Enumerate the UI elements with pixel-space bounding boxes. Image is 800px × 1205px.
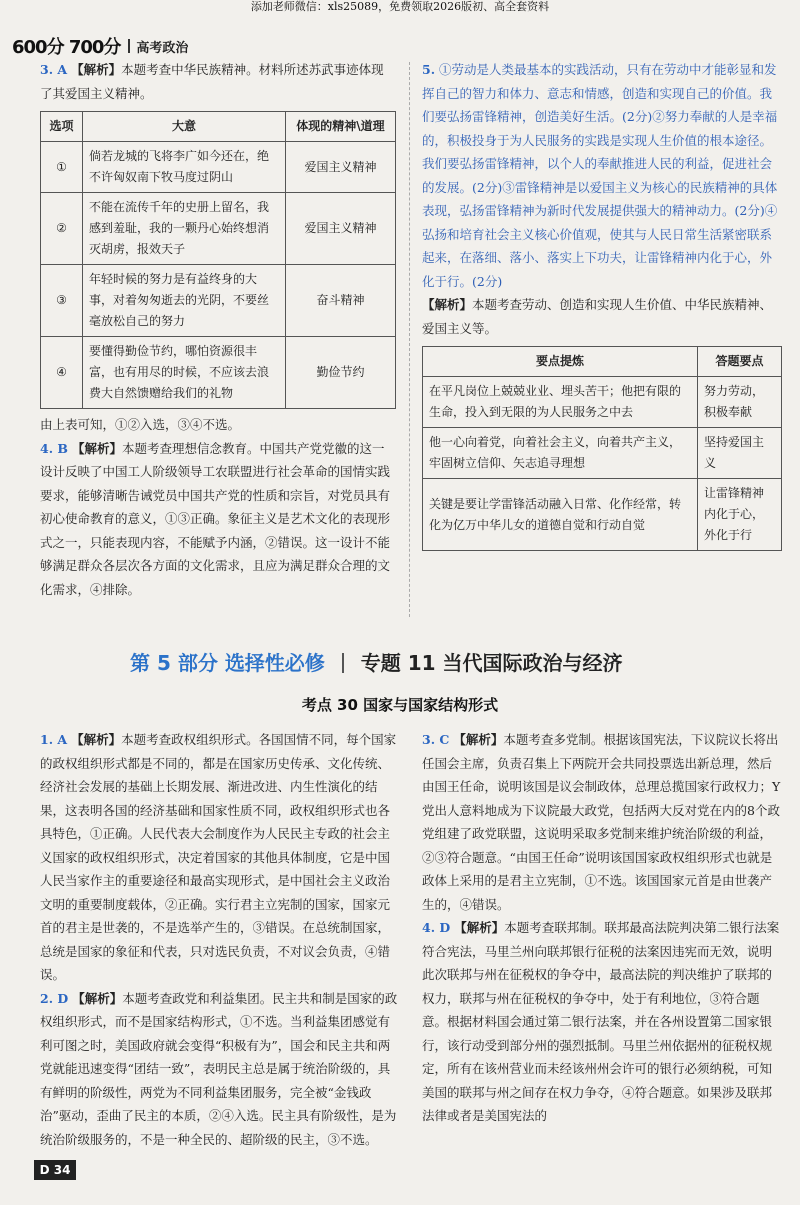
topic-title: 当代国际政治与经济 — [442, 651, 623, 675]
b3-text: 本题考查多党制。根据该国宪法，下议院议长将出任国会主席，负责召集上下两院开会共同投票选出新总理，然后由国王任命，说明该国是议会制政体，总理总揽国家行政权力；Y党出人意料地成为下议院最大政党，包括两大反对党在内的8个政党组建了政党联盟，这说明采取多党制来维护统治阶级的利益，②③符合题意。“由国王任命”说明该国国家政权组织形式也就是政体上采用的是君主立宪制，①不选。该国国家元首是由世袭产生的，④错误。 — [422, 732, 781, 912]
q5-answer: ①劳动是人类最基本的实践活动，只有在劳动中才能彰显和发挥自己的智力和体力、意志和情感，创造和实现自己的价值。我们要弘扬雷锋精神，创造美好生活。(2分)②努力奉献的人是幸福的，积极投身于为人民服务的实践是实现人生价值的根本途径。我们要弘扬雷锋精神，以个人的奉献推进人民的利益，促进社会的发展。(2分)③雷锋精神是以爱国主义为核心的民族精神的具体表现，弘扬雷锋精神为新时代发展提供强大的精神动力。(2分)④弘扬和培育社会主义核心价值观，使其与人民日常生活紧密联系起来，在落细、落小、落实上下功夫，让雷锋精神内化于心，外化于行。(2分) — [422, 62, 778, 289]
b3-block — [422, 728, 782, 916]
b1-number: 1. A — [40, 732, 68, 747]
table-header: 要点提炼 — [423, 347, 698, 377]
table-cell: 年轻时候的努力是有益终身的大事，对着匆匆逝去的光阴，不要丝毫放松自己的努力 — [83, 265, 286, 337]
b2-text: 本题考查政党和利益集团。民主共和制是国家的政权组织形式，而不是国家结构形式，①不选。当利益集团感觉有利可图之时，美国政府就会变得“积极有为”，国会和民主共和两党就能迅速变得“团结一致”，表明民主总是属于统治阶级的，具有鲜明的阶级性，两党为不同利益集团服务，完全被“金钱政治”驱动，歪曲了民主的本质，②④入选。民主具有阶级性，是为统治阶级服务的，不是一种全民的、超阶级的民主，③不选。 — [40, 990, 398, 1147]
table-row — [41, 193, 396, 265]
table-row — [423, 428, 782, 479]
table-row — [41, 337, 396, 409]
kaodian-title: 国家与国家结构形式 — [363, 696, 499, 714]
table-row — [41, 265, 396, 337]
b1-text: 本题考查政权组织形式。各国国情不同，每个国家的政权组织形式都是不同的，都是在国家历史传承、文化传统、经济社会发展的基础上长期发展、渐进改进、内生性演化的结果，这表明各国的经济基础和国家性质不同，政权组织形式也各具特色，①正确。人民代表大会制度作为人民民主专政的社会主义国家的政权组织形式，决定着国家的其他具体制度，它是中国人民当家作主的重要途径和最高实现形式，是中国社会主义政治文明的重要制度载体，②正确。实行君主立宪制的国家，国家元首的君主是世袭的，不是选举产生的，③错误。在总统制国家，总统是国家的象征和代表，只对选民负责，不对议会负责，④错误。 — [40, 732, 397, 982]
table-cell: ① — [41, 142, 83, 193]
q3-text: 本题考查中华民族精神。材料所述苏武事迹体现了其爱国主义精神。 — [40, 62, 384, 101]
b4-tag: 【解析】 — [454, 920, 505, 935]
q5-answer-block — [422, 58, 782, 293]
table-cell: ④ — [41, 337, 83, 409]
q5-analysis — [422, 293, 782, 340]
table-header-row — [423, 347, 782, 377]
part-divider — [342, 653, 344, 673]
table-cell: 关键是要让学雷锋活动融入日常、化作经常，转化为亿万中华儿女的道德自觉和行动自觉 — [423, 479, 698, 551]
b4-block — [422, 916, 782, 1128]
b1-tag: 【解析】 — [71, 732, 122, 747]
subject-title: 高考政治 — [136, 40, 189, 56]
b2-block — [40, 987, 402, 1152]
q5-text: 本题考查劳动、创造和实现人生价值、中华民族精神、爱国主义等。 — [422, 297, 773, 336]
table-header: 选项 — [41, 112, 83, 142]
left-column-bottom — [40, 728, 402, 1151]
q3-table — [40, 111, 396, 409]
top-notice: 添加老师微信：xls25089，免费领取2026版初、高全套资料 — [250, 0, 550, 13]
table-row — [423, 377, 782, 428]
b3-number: 3. C — [422, 732, 450, 747]
table-cell: 奋斗精神 — [286, 265, 396, 337]
table-cell: 他一心向着党，向着社会主义，向着共产主义，牢固树立信仰、矢志追寻理想 — [423, 428, 698, 479]
q4-block — [40, 437, 396, 602]
left-column-top — [40, 58, 396, 601]
brand-logo: 600分 700分 — [12, 37, 121, 58]
q4-number: 4. B — [40, 440, 68, 456]
b4-number: 4. D — [422, 920, 451, 935]
topic-label: 专题 11 — [360, 651, 436, 675]
table-header: 答题要点 — [698, 347, 782, 377]
table-cell: 爱国主义精神 — [286, 193, 396, 265]
b1-block — [40, 728, 402, 987]
b4-text: 本题考查联邦制。联邦最高法院判决第二银行法案符合宪法，马里兰州向联邦银行征税的法案因违宪而无效，说明此次联邦与州在征税权的争夺中，最高法院的判决维护了联邦的权力，联邦与州在征税权的争夺中，处于有利地位，③符合题意。根据材料国会通过第二银行法案，并在各州设置第二国家银行，该行动受到部分州的强烈抵制。马里兰州依据州的征税权规定，所有在该州营业而未经该州州会许可的银行必须纳税，可知美国的联邦与州之间存在权力争夺，④符合题意。如果涉及联邦法律或者是美国宪法的 — [422, 920, 780, 1123]
part-label: 第 5 部分 — [130, 651, 218, 675]
table-cell: 不能在流传千年的史册上留名，我感到羞耻，我的一颗丹心始终想消灭胡虏，报效天子 — [83, 193, 286, 265]
table-header: 体现的精神\道理 — [286, 112, 396, 142]
q3-conclusion: 由上表可知，①②入选，③④不选。 — [40, 417, 241, 432]
q5-table — [422, 346, 782, 551]
table-cell: 要懂得勤俭节约，哪怕资源很丰富，也有用尽的时候，不应该去浪费大自然馈赠给我们的礼物 — [83, 337, 286, 409]
header-divider — [128, 39, 130, 53]
table-cell: 在平凡岗位上兢兢业业、埋头苦干；他把有限的生命，投入到无限的为人民服务之中去 — [423, 377, 698, 428]
part-title: 选择性必修 — [224, 651, 325, 675]
b3-tag: 【解析】 — [453, 732, 504, 747]
table-cell: 努力劳动，积极奉献 — [698, 377, 782, 428]
table-cell: 倘若龙城的飞将李广如今还在，绝不许匈奴南下牧马度过阴山 — [83, 142, 286, 193]
kaodian-label: 考点 30 — [301, 696, 358, 714]
column-divider — [409, 62, 410, 617]
table-header-row — [41, 112, 396, 142]
q5-tag: 【解析】 — [422, 297, 473, 312]
q3-number: 3. A — [40, 62, 68, 77]
table-cell: 让雷锋精神内化于心，外化于行 — [698, 479, 782, 551]
right-column-bottom — [422, 728, 782, 1128]
q4-tag: 【解析】 — [71, 440, 122, 456]
right-column-top — [422, 58, 782, 555]
table-cell: 坚持爱国主义 — [698, 428, 782, 479]
table-cell: ③ — [41, 265, 83, 337]
table-row — [41, 142, 396, 193]
b2-tag: 【解析】 — [72, 990, 123, 1006]
q5-number: 5. — [422, 62, 436, 77]
kaodian-heading — [0, 694, 800, 715]
q4-text: 本题考查理想信念教育。中国共产党党徽的这一设计反映了中国工人阶级领导工农联盟进行社会革命的国情实践要求，能够清晰告诫党员中国共产党的性质和宗旨，对党员具有初心使命教育的意义，①③正确。象征主义是艺术文化的表现形式之一，只能表现内容，不能赋予内涵，②错误。这一设计不能够满足群众各层次各方面的文化需求，且应为满足群众合理的文化需求，④排除。 — [40, 440, 391, 597]
table-cell: 勤俭节约 — [286, 337, 396, 409]
q3-block — [40, 58, 396, 105]
page-header — [12, 32, 188, 60]
q3-tag: 【解析】 — [71, 62, 122, 77]
table-header: 大意 — [83, 112, 286, 142]
table-row — [423, 479, 782, 551]
part-heading — [130, 650, 790, 676]
table-cell: 爱国主义精神 — [286, 142, 396, 193]
b2-number: 2. D — [40, 990, 69, 1006]
table-cell: ② — [41, 193, 83, 265]
page-number: D 34 — [34, 1160, 76, 1180]
